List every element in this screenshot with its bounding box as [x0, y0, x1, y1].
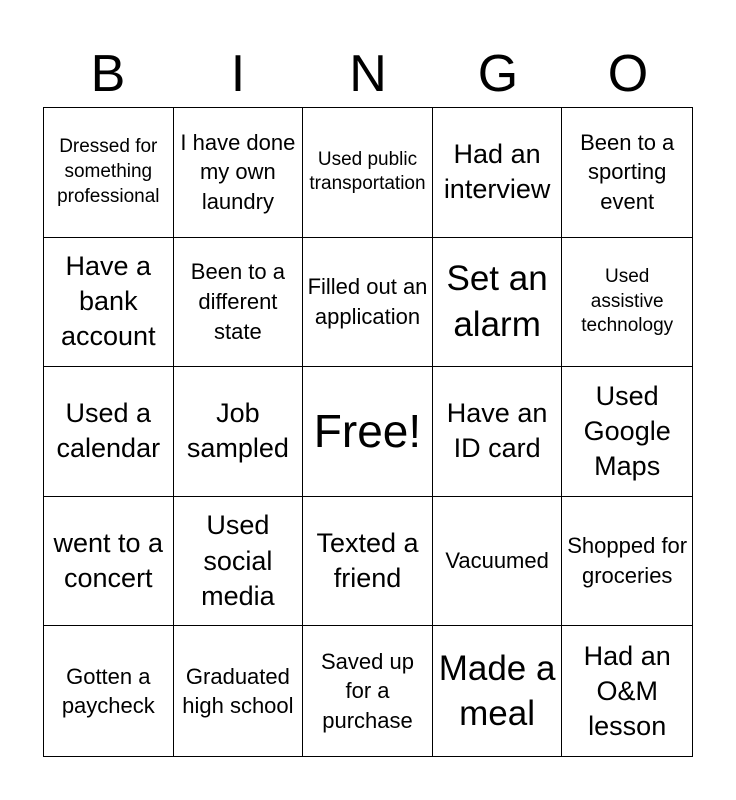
bingo-cell-r4c4[interactable]	[433, 497, 563, 627]
cell-text: Used assistive technology	[581, 265, 674, 337]
bingo-cell-r2c5[interactable]	[562, 238, 692, 368]
cell-text: Shopped for groceries	[567, 533, 688, 589]
bingo-cell-r5c1[interactable]	[44, 626, 174, 756]
cell-text: Been to a different state	[190, 259, 285, 344]
bingo-cell-free[interactable]	[303, 367, 433, 497]
bingo-cell-r1c3[interactable]	[303, 108, 433, 238]
cell-text: Have an ID card	[446, 398, 548, 464]
bingo-header	[43, 40, 693, 108]
cell-text: Texted a friend	[316, 528, 419, 594]
cell-text: Been to a sporting event	[580, 129, 675, 215]
cell-text: Used social media	[201, 510, 275, 611]
bingo-cell-r1c4[interactable]	[433, 108, 563, 238]
bingo-cell-r3c4[interactable]	[433, 367, 563, 497]
bingo-cell-r4c3[interactable]	[303, 497, 433, 627]
cell-text: Vacuumed	[445, 548, 549, 574]
cell-text: Filled out an application	[307, 274, 428, 329]
cell-text: Dressed for something professional	[57, 136, 160, 207]
cell-text: Used public transportation	[309, 148, 426, 195]
header-letter-b: B	[90, 45, 126, 103]
bingo-cell-r2c1[interactable]	[44, 238, 174, 368]
header-letter-o: O	[607, 45, 649, 103]
cell-text: Job sampled	[186, 398, 289, 464]
cell-text: Made a meal	[438, 648, 556, 734]
cell-text: Gotten a paycheck	[61, 663, 155, 719]
bingo-board	[43, 107, 693, 757]
cell-text: Set an alarm	[446, 259, 548, 344]
bingo-cell-r2c2[interactable]	[174, 238, 304, 368]
bingo-cell-r5c3[interactable]	[303, 626, 433, 756]
bingo-cell-r1c1[interactable]	[44, 108, 174, 238]
bingo-cell-r2c4[interactable]	[433, 238, 563, 368]
cell-text: Had an interview	[443, 139, 551, 205]
cell-text: went to a concert	[53, 528, 164, 594]
cell-text: Have a bank account	[61, 251, 156, 352]
bingo-cell-r1c2[interactable]	[174, 108, 304, 238]
bingo-cell-r2c3[interactable]	[303, 238, 433, 368]
cell-text: Saved up for a purchase	[321, 648, 414, 734]
bingo-cell-r4c2[interactable]	[174, 497, 304, 627]
bingo-cell-r4c5[interactable]	[562, 497, 692, 627]
bingo-cell-r1c5[interactable]	[562, 108, 692, 238]
bingo-cell-r3c1[interactable]	[44, 367, 174, 497]
cell-text: Graduated high school	[182, 663, 294, 719]
bingo-cell-r5c4[interactable]	[433, 626, 563, 756]
header-letter-n: N	[349, 45, 387, 103]
cell-text: Used Google Maps	[583, 380, 671, 482]
bingo-cell-r4c1[interactable]	[44, 497, 174, 627]
cell-text: Used a calendar	[56, 398, 161, 464]
bingo-cell-r3c2[interactable]	[174, 367, 304, 497]
bingo-cell-r5c5[interactable]	[562, 626, 692, 756]
header-letter-g: G	[477, 45, 519, 103]
bingo-cell-r5c2[interactable]	[174, 626, 304, 756]
cell-text: Free!	[313, 404, 422, 457]
bingo-cell-r3c5[interactable]	[562, 367, 692, 497]
cell-text: I have done my own laundry	[180, 129, 296, 215]
header-letter-i: I	[230, 45, 246, 103]
cell-text: Had an O&M lesson	[583, 640, 671, 741]
